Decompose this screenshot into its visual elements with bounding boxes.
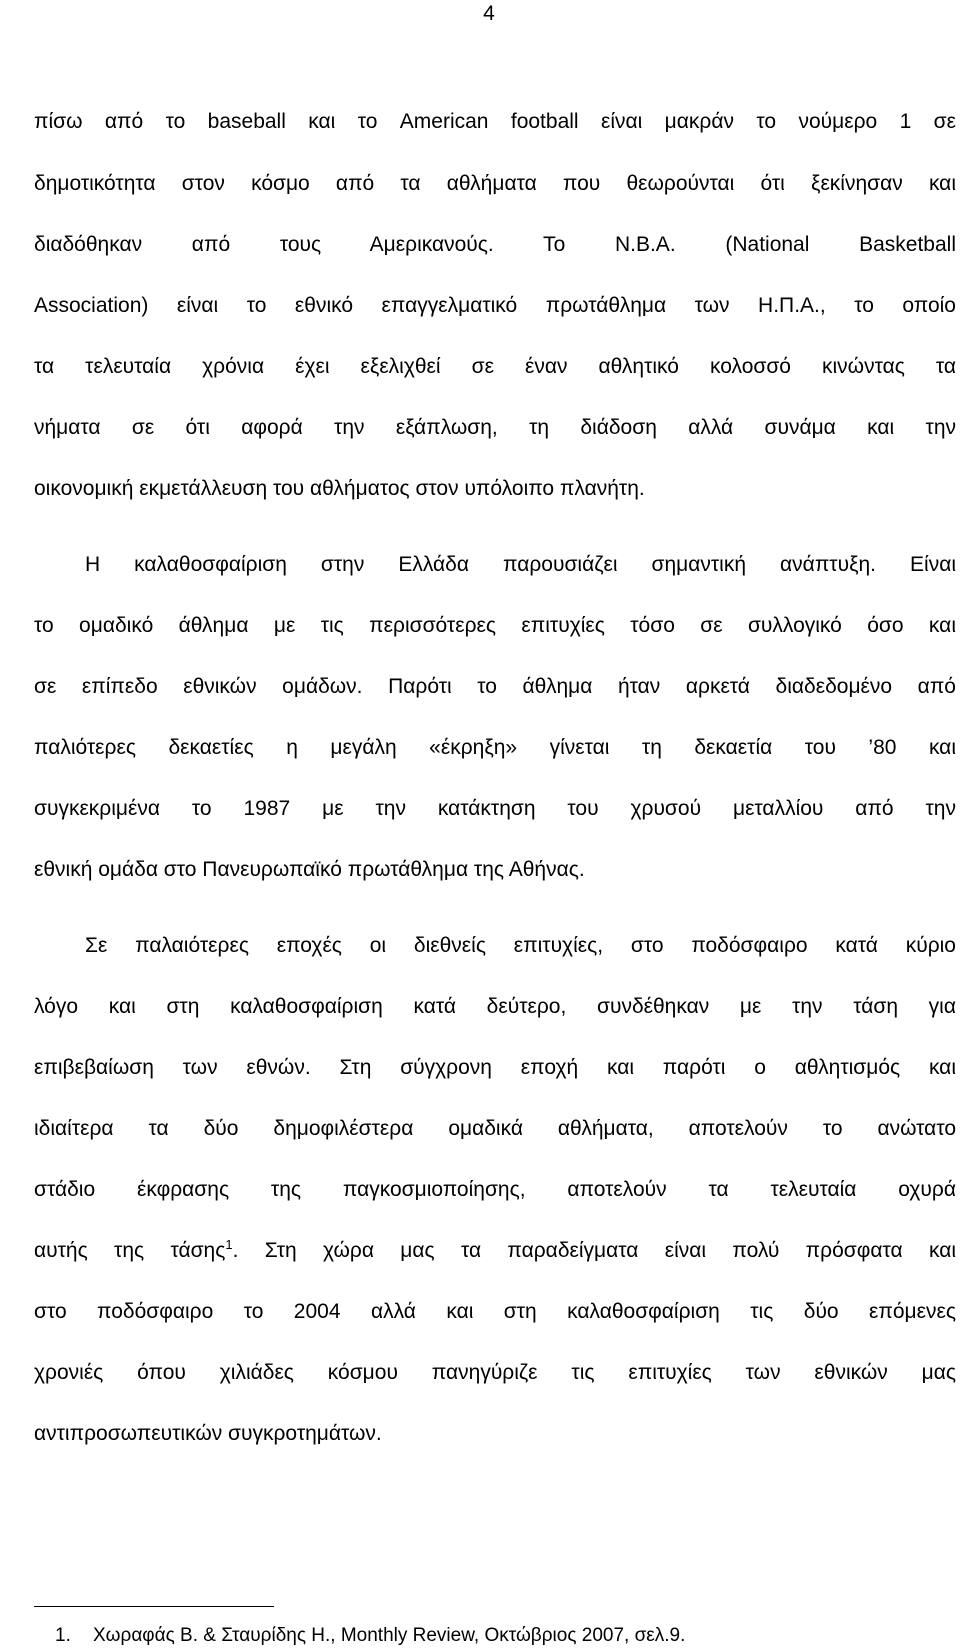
text-fragment: αυτής της τάσης (34, 1239, 226, 1262)
text-line: διαδόθηκαν από τους Αμερικανούς. Το Ν.Β.Α. (National Basketball (34, 233, 956, 256)
text-line: συγκεκριμένα το 1987 με την κατάκτηση του χρυσού μεταλλίου από την (34, 797, 956, 820)
text-line: εθνική ομάδα στο Πανευρωπαϊκό πρωτάθλημα της Αθήνας. (34, 858, 585, 881)
page-number: 4 (483, 2, 495, 25)
text-line: λόγο και στη καλαθοσφαίριση κατά δεύτερο, συνδέθηκαν με την τάση για (34, 995, 956, 1018)
footnote-text: Χωραφάς Β. & Σταυρίδης Η., Monthly Review, Οκτώβριος 2007, σελ.9. (93, 1625, 686, 1646)
text-line-with-footnote-ref (34, 1239, 956, 1263)
footnote-number: 1. (55, 1625, 71, 1646)
text-line: αντιπροσωπευτικών συγκροτημάτων. (34, 1422, 382, 1445)
text-line: τα τελευταία χρόνια έχει εξελιχθεί σε έναν αθλητικό κολοσσό κινώντας τα (34, 355, 956, 378)
text-line: στάδιο έκφρασης της παγκοσμιοποίησης, αποτελούν τα τελευταία οχυρά (34, 1178, 956, 1201)
footnote-reference[interactable]: 1 (225, 1237, 233, 1252)
paragraph-first-line: Σε παλαιότερες εποχές οι διεθνείς επιτυχίες, στο ποδόσφαιρο κατά κύριο (85, 934, 956, 957)
text-line: νήματα σε ότι αφορά την εξάπλωση, τη διάδοση αλλά συνάμα και την (34, 416, 956, 439)
text-fragment: . Στη χώρα μας τα παραδείγματα είναι πολύ πρόσφατα και (232, 1239, 956, 1262)
text-line: παλιότερες δεκαετίες η μεγάλη «έκρηξη» γίνεται τη δεκαετία του ’80 και (34, 736, 956, 759)
text-line: στο ποδόσφαιρο το 2004 αλλά και στη καλαθοσφαίριση τις δύο επόμενες (34, 1300, 956, 1323)
text-line: ιδιαίτερα τα δύο δημοφιλέστερα ομαδικά αθλήματα, αποτελούν το ανώτατο (34, 1117, 956, 1140)
text-line: οικονομική εκμετάλλευση του αθλήματος στον υπόλοιπο πλανήτη. (34, 477, 645, 500)
text-line: πίσω από το baseball και το American football είναι μακράν το νούμερο 1 σε (34, 110, 956, 133)
text-line: το ομαδικό άθλημα με τις περισσότερες επιτυχίες τόσο σε συλλογικό όσο και (34, 614, 956, 637)
footnote-separator (34, 1606, 274, 1607)
text-line: δημοτικότητα στον κόσμο από τα αθλήματα που θεωρούνται ότι ξεκίνησαν και (34, 172, 956, 195)
text-line: Association) είναι το εθνικό επαγγελματικό πρωτάθλημα των Η.Π.Α., το οποίο (34, 294, 956, 317)
text-line: χρονιές όπου χιλιάδες κόσμου πανηγύριζε τις επιτυχίες των εθνικών μας (34, 1361, 956, 1384)
text-line: σε επίπεδο εθνικών ομάδων. Παρότι το άθλημα ήταν αρκετά διαδεδομένο από (34, 675, 956, 698)
footnote (55, 1625, 685, 1647)
text-line: επιβεβαίωση των εθνών. Στη σύγχρονη εποχή και παρότι ο αθλητισμός και (34, 1056, 956, 1079)
paragraph-first-line: Η καλαθοσφαίριση στην Ελλάδα παρουσιάζει σημαντική ανάπτυξη. Είναι (85, 553, 956, 576)
